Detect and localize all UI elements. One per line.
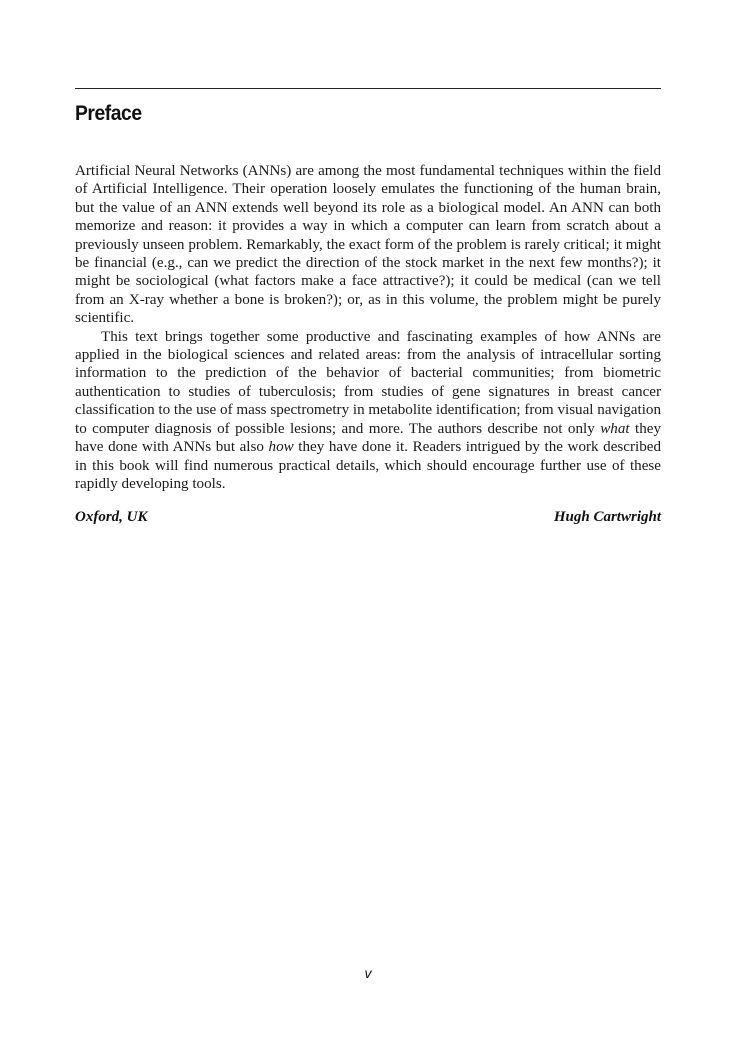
emphasis-what: what: [600, 420, 630, 437]
page-number: v: [364, 965, 372, 981]
paragraph-2-part-3: they have done it. Readers intrigued by the work described in this book will find numerous practical details, which should encourage further use of these rapidly developing tools.: [75, 439, 661, 492]
page-title: Preface: [75, 102, 142, 125]
signature-place: Oxford, UK: [75, 509, 148, 525]
emphasis-how: how: [268, 439, 294, 456]
paragraph-2-part-2: they have done with ANNs but also: [75, 420, 661, 456]
paragraph-2-part-1: This text brings together some productive and fascinating examples of how ANNs are applied in the biological sciences and related areas: from the analysis of intracellular sorting information to the prediction of the behavior of bacterial communities; from biometric authentication to studies of tuberculosis; from studies of gene signatures in breast cancer classification to the use of mass spectrometry in metabolite identification; from visual navigation to computer diagnosis of possible lesions; and more. The authors describe not only: [75, 328, 661, 437]
top-rule: [75, 88, 661, 89]
paragraph-2: [75, 328, 661, 494]
preface-body: [75, 162, 661, 493]
signature-author: Hugh Cartwright: [553, 509, 661, 525]
paragraph-1: Artificial Neural Networks (ANNs) are among the most fundamental techniques within the field of Artificial Intelligence. Their operation loosely emulates the functioning of the human brain, but the value of an ANN extends well beyond its role as a biological model. An ANN can both memorize and reason: it provides a way in which a computer can learn from scratch about a previously unseen problem. Remarkably, the exact form of the problem is rarely critical; it might be financial (e.g., can we predict the direction of the stock market in the next few months?); it might be sociological (what factors make a face attractive?); it could be medical (can we tell from an X-ray whether a bone is broken?); or, as in this volume, the problem might be purely scientific.: [75, 163, 661, 327]
